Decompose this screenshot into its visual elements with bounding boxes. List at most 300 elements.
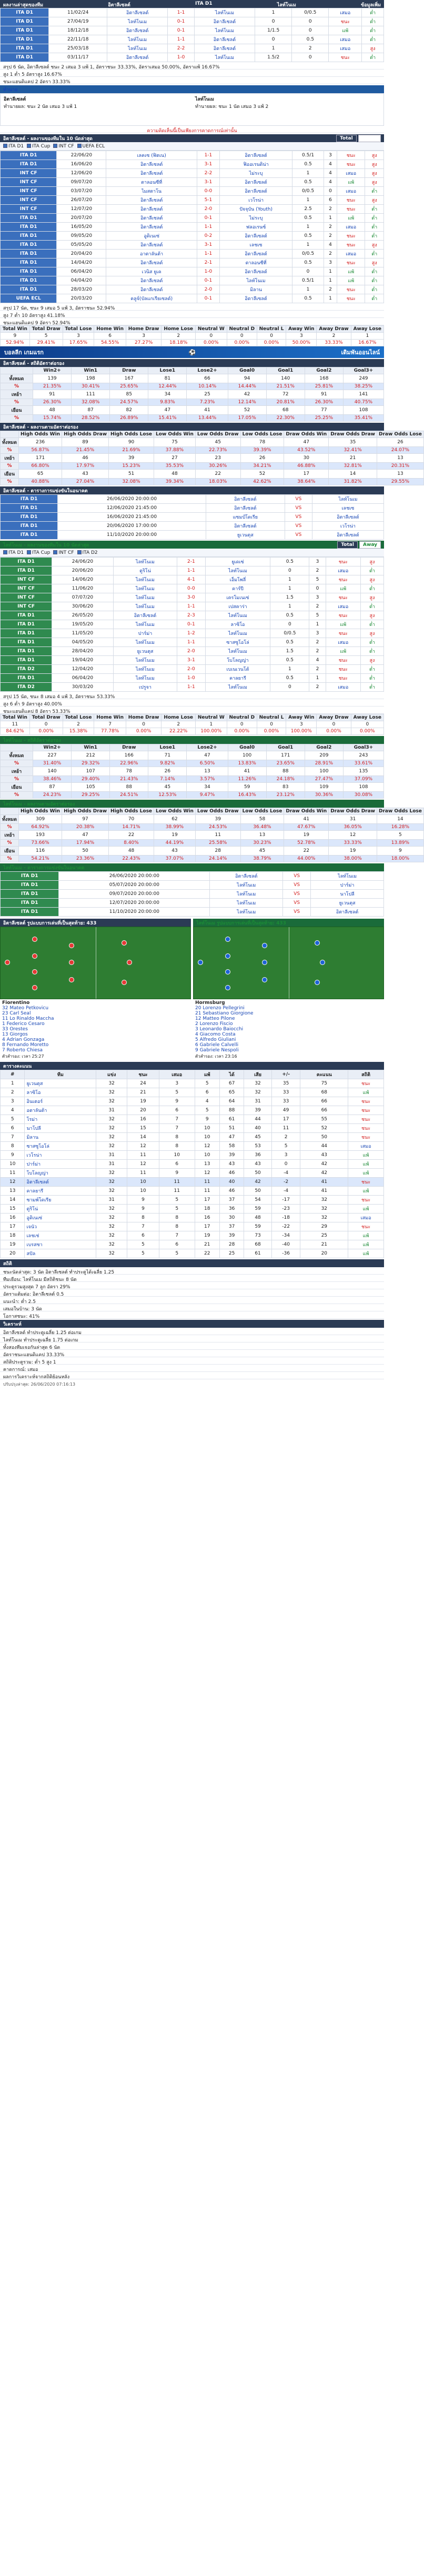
stat-percent: 0.00% [227, 728, 257, 735]
stat-header: Total Lose [63, 326, 94, 333]
date-cell: 03/11/17 [49, 53, 107, 62]
standings-cell: 5 [159, 1196, 195, 1205]
table-row[interactable] [1, 1079, 384, 1088]
player-name[interactable]: 9 Gabriele Nespoli [195, 1048, 239, 1053]
standings-cell: 32 [96, 1169, 127, 1178]
league-cell: INT CF [1, 575, 52, 584]
table-row[interactable] [1, 1240, 384, 1249]
standings-cell: 61 [244, 1249, 272, 1258]
filter-item[interactable]: ITA D1 [3, 550, 24, 555]
odds-cell: 43 [154, 847, 196, 856]
away-player-list [193, 999, 384, 1061]
player-name[interactable]: 6 Gabriele Calvelli [195, 1042, 239, 1048]
standings-cell: 32 [300, 1214, 348, 1222]
goals-cell: 0.5 [292, 35, 329, 44]
odds-cell: 16.43% [228, 792, 266, 799]
standings-cell: ชนะ [348, 1178, 384, 1187]
league-cell: ITA D1 [1, 8, 49, 17]
odds-cell: 29.55% [377, 479, 424, 485]
goals-cell: 2 [309, 665, 326, 674]
overunder-cell: สูง [360, 593, 383, 602]
home-future-title: อิตาลีเซลต์ - ตารางการแข่งขันในอนาคต [3, 488, 88, 494]
table-row[interactable] [1, 1205, 384, 1214]
player-name[interactable]: 2 Lorenzo Fiscio [195, 1021, 233, 1027]
table-row[interactable] [1, 1124, 384, 1133]
home-filters [0, 142, 384, 151]
goals-cell: 2 [309, 683, 326, 692]
player-marker[interactable] [69, 977, 74, 982]
standings-cell: 11 [271, 1124, 300, 1133]
result-cell: ชนะ [337, 285, 365, 294]
date-cell: 26/06/2020 20:00:00 [58, 495, 206, 504]
table-row[interactable] [1, 258, 384, 267]
note-line: ผลการวิเคราะห์จากสถิติย้อนหลัง [0, 1372, 384, 1379]
overunder-cell: ต่ำ [362, 26, 384, 35]
table-row[interactable] [1, 241, 384, 250]
standings-cell: 2 [271, 1133, 300, 1142]
score-cell: 2-0 [177, 647, 205, 656]
ad-right: เดิมพันออนไลน์ [341, 349, 380, 356]
odds-cell: 24.53% [195, 824, 240, 831]
standings-cell: 9 [1, 1151, 25, 1160]
handicap-cell: 0.5 [270, 674, 309, 683]
table-row[interactable] [1, 495, 384, 504]
player-name[interactable]: 32 Mateo Petkovicu [2, 1006, 49, 1011]
standings-cell: 44 [244, 1115, 272, 1124]
standings-cell: 31 [244, 1097, 272, 1106]
table-row[interactable] [1, 1178, 384, 1187]
odds-header [1, 744, 33, 751]
player-name[interactable]: 12 Matteo Pilone [195, 1016, 235, 1021]
odds-header: High Odds Lose [109, 431, 154, 438]
overunder-cell: ต่ำ [360, 638, 383, 647]
table-row[interactable] [1, 1222, 384, 1231]
player-marker[interactable] [5, 960, 10, 965]
odds-header: Low Odds Win [154, 431, 196, 438]
player-marker[interactable] [262, 943, 267, 948]
note-line: แนะนำ: ต่ำ 2.5 [0, 1297, 384, 1304]
standings-cell: 51 [219, 1124, 244, 1133]
goals-cell: 2 [324, 250, 337, 258]
standings-cell: 12 [1, 1178, 25, 1187]
table-row[interactable] [1, 683, 384, 692]
away-team-cell: เลชเซ [219, 241, 292, 250]
goals-cell: 0 [292, 26, 329, 35]
goals-cell: 4 [324, 178, 337, 187]
standings-cell: -17 [271, 1196, 300, 1205]
checkbox-icon [77, 144, 82, 148]
stat-percent: 29.41% [29, 340, 63, 346]
player-name[interactable]: 4 Giacomo Costa [195, 1032, 236, 1037]
player-marker[interactable] [320, 960, 325, 965]
table-row[interactable] [1, 26, 384, 35]
prediction-home-text: ทำนายผล: ชนะ 2 นัด เสมอ 3 แพ้ 1 [4, 104, 77, 110]
standings-cell: 15 [127, 1124, 159, 1133]
odds-cell: 26 [377, 438, 424, 447]
home-team-cell: คลูจ์(บัลแกเรียเซลต์) [106, 294, 197, 303]
checkbox-icon [53, 144, 57, 148]
table-row[interactable] [1, 205, 384, 214]
player-marker[interactable] [225, 985, 230, 990]
table-row[interactable] [1, 276, 384, 285]
table-row[interactable] [1, 35, 384, 44]
odds-cell: ทั้งหมด [1, 374, 33, 383]
overunder-cell: ต่ำ [365, 250, 384, 258]
odds-cell: 37.88% [154, 447, 196, 454]
tab-total[interactable]: Total [337, 541, 358, 549]
odds-cell: 12.53% [148, 792, 187, 799]
table-row[interactable] [1, 899, 384, 908]
odds-header: Goal2 [305, 367, 343, 374]
table-row[interactable] [1, 178, 384, 187]
odds-cell: 14 [377, 815, 424, 824]
prediction-title: ทำนาย [3, 87, 18, 93]
table-row[interactable] [1, 1133, 384, 1142]
player-marker[interactable] [32, 985, 37, 990]
stat-percent: 84.62% [1, 728, 30, 735]
stat-percent: 0.00% [351, 728, 383, 735]
standings-cell: 4 [1, 1106, 25, 1115]
league-cell: ITA D1 [1, 674, 52, 683]
player-marker[interactable] [32, 969, 37, 974]
standings-cell: 33 [271, 1088, 300, 1097]
odds-cell: 28.91% [305, 760, 343, 767]
standings-header [0, 1062, 384, 1070]
player-name[interactable]: 33 Orestes [2, 1027, 28, 1032]
handicap-cell: 0/0.5 [292, 250, 324, 258]
filter-item[interactable]: ITA Cup [27, 144, 50, 149]
odds-cell: 33.61% [343, 760, 383, 767]
player-name[interactable]: 8 Fernando Moretto [2, 1042, 49, 1048]
standings-cell: 18 [195, 1205, 219, 1214]
standings-cell: 10 [195, 1151, 219, 1160]
standings-cell: 19 [1, 1240, 25, 1249]
table-row[interactable] [1, 1088, 384, 1097]
standings-cell: 17 [195, 1222, 219, 1231]
vs-cell: VS [285, 504, 312, 513]
table-row[interactable] [1, 1249, 384, 1258]
odds-cell: % [1, 383, 33, 390]
standings-cell: 42 [244, 1178, 272, 1187]
table-row[interactable] [1, 223, 384, 232]
home-team-cell: อิตาลีเซลต์ [106, 223, 197, 232]
odds-cell: 65 [19, 470, 62, 479]
table-row[interactable] [1, 647, 384, 656]
away-team-cell: ซาสซูโอโล่ [205, 638, 270, 647]
table-row[interactable] [1, 890, 384, 899]
stat-value: 2 [63, 721, 94, 728]
overunder-cell: ต่ำ [365, 294, 384, 303]
table-row[interactable] [1, 656, 384, 665]
league-cell: ITA D1 [1, 232, 57, 241]
table-row[interactable] [1, 232, 384, 241]
table-row[interactable] [1, 566, 384, 575]
home-team-cell: ยูเวนตุส [206, 531, 285, 540]
table-row[interactable] [1, 151, 384, 160]
filter-item[interactable]: UEFA ECL [77, 144, 105, 149]
player-marker[interactable] [69, 960, 74, 965]
filter-item[interactable]: INT CF [53, 144, 74, 149]
standings-cell: 10 [127, 1178, 159, 1187]
table-row[interactable] [1, 160, 384, 169]
player-name[interactable]: 13 Giorgos [2, 1032, 28, 1037]
league-cell: ITA D1 [1, 566, 52, 575]
table-row[interactable] [1, 53, 384, 62]
player-marker[interactable] [315, 980, 320, 985]
stat-value: 2 [161, 333, 196, 340]
top-right-label[interactable]: ข้อมูลเพิ่ม [361, 3, 381, 8]
player-name[interactable]: 4 Adrian Gonzaga [2, 1037, 45, 1042]
standings-table [0, 1070, 384, 1258]
standings-cell: แพ้ [348, 1088, 384, 1097]
odds-cell: 13 [187, 767, 228, 776]
player-marker[interactable] [262, 977, 267, 982]
table-row[interactable] [1, 1169, 384, 1178]
odds-cell: 47 [187, 751, 228, 760]
table-row[interactable] [1, 638, 384, 647]
table-row[interactable] [1, 196, 384, 205]
table-row[interactable] [1, 513, 384, 522]
stat-value: 0 [227, 721, 257, 728]
odds-cell: เยือน [1, 783, 33, 792]
standings-cell: 31 [96, 1160, 127, 1169]
odds-cell: 22.30% [266, 415, 305, 422]
home-team-cell: อิตาลีเซลต์ [113, 611, 177, 620]
odds-header: High Odds Draw [62, 431, 109, 438]
stat-value: 0 [227, 333, 257, 340]
handicap-cell: 0.5 [270, 558, 309, 566]
standings-cell: แพ้ [348, 1231, 384, 1240]
league-cell: ITA D1 [1, 151, 57, 160]
odds-cell: 40.75% [343, 399, 383, 406]
result-cell: แพ้ [329, 26, 362, 35]
standings-cell: 49 [271, 1106, 300, 1115]
table-row[interactable] [1, 8, 384, 17]
odds-cell: 25 [187, 390, 228, 399]
player-marker[interactable] [225, 953, 230, 959]
home-team-cell: อูดิเนเซ่ [106, 232, 197, 241]
table-row[interactable] [1, 44, 384, 53]
table-row[interactable] [1, 593, 384, 602]
odds-cell: 88 [110, 783, 148, 792]
table-row[interactable] [1, 504, 384, 513]
handicap-cell: 1 [255, 8, 292, 17]
table-row[interactable] [1, 611, 384, 620]
table-row[interactable] [1, 1231, 384, 1240]
player-marker[interactable] [225, 969, 230, 974]
goals-cell: 1 [309, 674, 326, 683]
odds-cell: 56.87% [19, 447, 62, 454]
vs-cell: VS [283, 872, 311, 881]
note-line: ไลท์โนเม ทำประตูเฉลี่ย 1.75 ต่อเกม [0, 1335, 384, 1342]
odds-cell: 27.47% [305, 776, 343, 783]
odds-cell: 52 [228, 406, 266, 415]
away-team-cell: อิตาลีเซลต์ [194, 17, 255, 26]
ad-banner[interactable] [0, 346, 384, 358]
table-row[interactable] [1, 285, 384, 294]
player-marker[interactable] [225, 937, 230, 942]
table-row[interactable] [1, 187, 384, 196]
filter-item[interactable]: ITA D2 [77, 550, 98, 555]
player-name[interactable]: 20 Lorenzo Pellegrini [195, 1006, 245, 1011]
standings-cell: 32 [96, 1115, 127, 1124]
player-name[interactable]: 1 Federico Cesaro [2, 1021, 45, 1027]
checkbox-icon [27, 144, 31, 148]
player-name[interactable]: 5 Alfredo Giuliani [195, 1037, 236, 1042]
table-row[interactable] [1, 1196, 384, 1205]
player-name[interactable]: 21 Sebastiano Giorgione [195, 1011, 254, 1016]
odds-cell: ทั้งหมด [1, 751, 33, 760]
odds-cell: 73.66% [19, 840, 62, 847]
standings-cell: 21 [127, 1088, 159, 1097]
table-row[interactable] [1, 267, 384, 276]
table-row[interactable] [1, 1106, 384, 1115]
table-row[interactable] [1, 665, 384, 674]
table-row[interactable] [1, 522, 384, 531]
date-cell: 11/06/20 [52, 584, 114, 593]
table-row[interactable] [1, 214, 384, 223]
player-name[interactable]: 11 Lo Rinaldo Maccha [2, 1016, 54, 1021]
table-row[interactable] [1, 169, 384, 178]
table-row[interactable] [1, 881, 384, 890]
odds-cell: 51 [109, 470, 154, 479]
odds-cell: 82 [110, 406, 148, 415]
home-team-cell: อิตาลีเซลต์ [107, 8, 168, 17]
table-row[interactable] [1, 629, 384, 638]
player-marker[interactable] [315, 940, 320, 946]
odds-header: Goal0 [228, 744, 266, 751]
player-marker[interactable] [127, 960, 132, 965]
table-row[interactable] [1, 558, 384, 566]
away-team-cell: เอ็มโพลี่ [205, 575, 270, 584]
away-recent-summary [0, 692, 384, 714]
home-team-cell: อิตาลีเซลต์ [106, 196, 197, 205]
odds-cell: 28.52% [72, 415, 110, 422]
odds-cell: 25.65% [110, 383, 148, 390]
standings-header: +/- [271, 1070, 300, 1079]
filter-item[interactable]: ITA Cup [27, 550, 50, 555]
player-marker[interactable] [32, 953, 37, 959]
goals-cell: 5 [309, 611, 326, 620]
odds3-table [0, 744, 384, 799]
vs-cell: VS [285, 495, 312, 504]
date-cell: 22/06/20 [57, 151, 106, 160]
table-row[interactable] [1, 1115, 384, 1124]
player-marker[interactable] [32, 937, 37, 942]
table-row[interactable] [1, 674, 384, 683]
table-row[interactable] [1, 1187, 384, 1196]
odds-cell: 25.81% [305, 383, 343, 390]
league-cell: INT CF [1, 187, 57, 196]
league-cell: ITA D1 [1, 53, 49, 62]
odds-header: Win1 [72, 744, 110, 751]
table-row[interactable] [1, 1097, 384, 1106]
note-line: สถิติประตูรวม: ต่ำ 5 สูง 1 [0, 1357, 384, 1365]
player-marker[interactable] [198, 960, 203, 965]
result-cell: ชนะ [337, 294, 365, 303]
table-row[interactable] [1, 872, 384, 881]
home-team-cell: อิตาลีเซลต์ [106, 169, 197, 178]
table-row[interactable] [1, 250, 384, 258]
table-row[interactable] [1, 17, 384, 26]
tab-away[interactable]: Away [359, 541, 381, 549]
home-lineup-title: อิตาลีเซลต์ รูปแบบการเล่นที่เป็นสุดท้าย: 433 [3, 920, 97, 926]
player-marker[interactable] [69, 943, 74, 948]
standings-cell: แพ้ [348, 1160, 384, 1169]
away-team-cell: อิตาลีเซลต์ [219, 294, 292, 303]
score-cell: 3-1 [197, 241, 219, 250]
player-marker[interactable] [122, 940, 127, 946]
league-cell: ITA D1 [1, 881, 59, 890]
odds-header: Draw Odds Win [284, 431, 329, 438]
home-team-cell: อิตาลีเซลต์ [206, 522, 285, 531]
handicap-cell: 0.5 [270, 611, 309, 620]
table-row[interactable] [1, 1142, 384, 1151]
league-cell: ITA D1 [1, 258, 57, 267]
overunder-cell: ต่ำ [360, 665, 383, 674]
odds-cell: 14.44% [228, 383, 266, 390]
stat-value: 5 [29, 333, 63, 340]
tab-total[interactable]: Total [336, 135, 357, 142]
league-cell: ITA D1 [1, 160, 57, 169]
table-row[interactable] [1, 584, 384, 593]
table-row[interactable] [1, 1151, 384, 1160]
player-name[interactable]: 3 Leonardo Baiocchi [195, 1027, 244, 1032]
home-team-cell: ไลท์โนเม [113, 575, 177, 584]
goals-cell: 4 [324, 169, 337, 178]
tab-home[interactable]: Home [358, 135, 381, 142]
score-cell: 1-1 [197, 151, 219, 160]
stat-value: 0 [257, 721, 286, 728]
away-team-cell: ฟลอเรนซ์ [219, 223, 292, 232]
away-team-cell: ไลท์โนเม [205, 683, 270, 692]
table-row [1, 383, 384, 390]
player-marker[interactable] [262, 960, 267, 965]
odds-cell: 5 [377, 831, 424, 840]
standings-cell: 3 [1, 1097, 25, 1106]
standings-cell: -23 [271, 1205, 300, 1214]
table-row[interactable] [1, 1214, 384, 1222]
filter-item[interactable]: ITA D1 [3, 144, 24, 149]
odds-cell: 52 [240, 470, 284, 479]
odds-cell: 27 [154, 454, 196, 463]
table-row[interactable] [1, 575, 384, 584]
overunder-cell: ต่ำ [365, 285, 384, 294]
table-row[interactable] [1, 531, 384, 540]
player-marker[interactable] [122, 980, 127, 985]
odds-cell: 20.31% [377, 463, 424, 470]
table-row[interactable] [1, 294, 384, 303]
odds-cell: 166 [110, 751, 148, 760]
table-row[interactable] [1, 602, 384, 611]
player-name[interactable]: 23 Carl Seal [2, 1011, 31, 1016]
score-cell: 1-0 [177, 674, 205, 683]
odds-cell: 47 [62, 831, 109, 840]
odds-cell: 108 [343, 406, 383, 415]
table-row[interactable] [1, 620, 384, 629]
standings-cell: 32 [244, 1079, 272, 1088]
table-row[interactable] [1, 908, 384, 917]
odds-cell: 45 [195, 438, 240, 447]
filter-item[interactable]: INT CF [53, 550, 74, 555]
odds-cell: 64.92% [19, 824, 62, 831]
date-cell: 14/06/20 [52, 575, 114, 584]
standings-cell: 30 [219, 1214, 244, 1222]
home-team-cell: ไลท์โนเม [107, 35, 168, 44]
table-row[interactable] [1, 1160, 384, 1169]
player-name[interactable]: 7 Roberto Chiesa [2, 1048, 43, 1053]
odds-header: Lose2+ [187, 367, 228, 374]
